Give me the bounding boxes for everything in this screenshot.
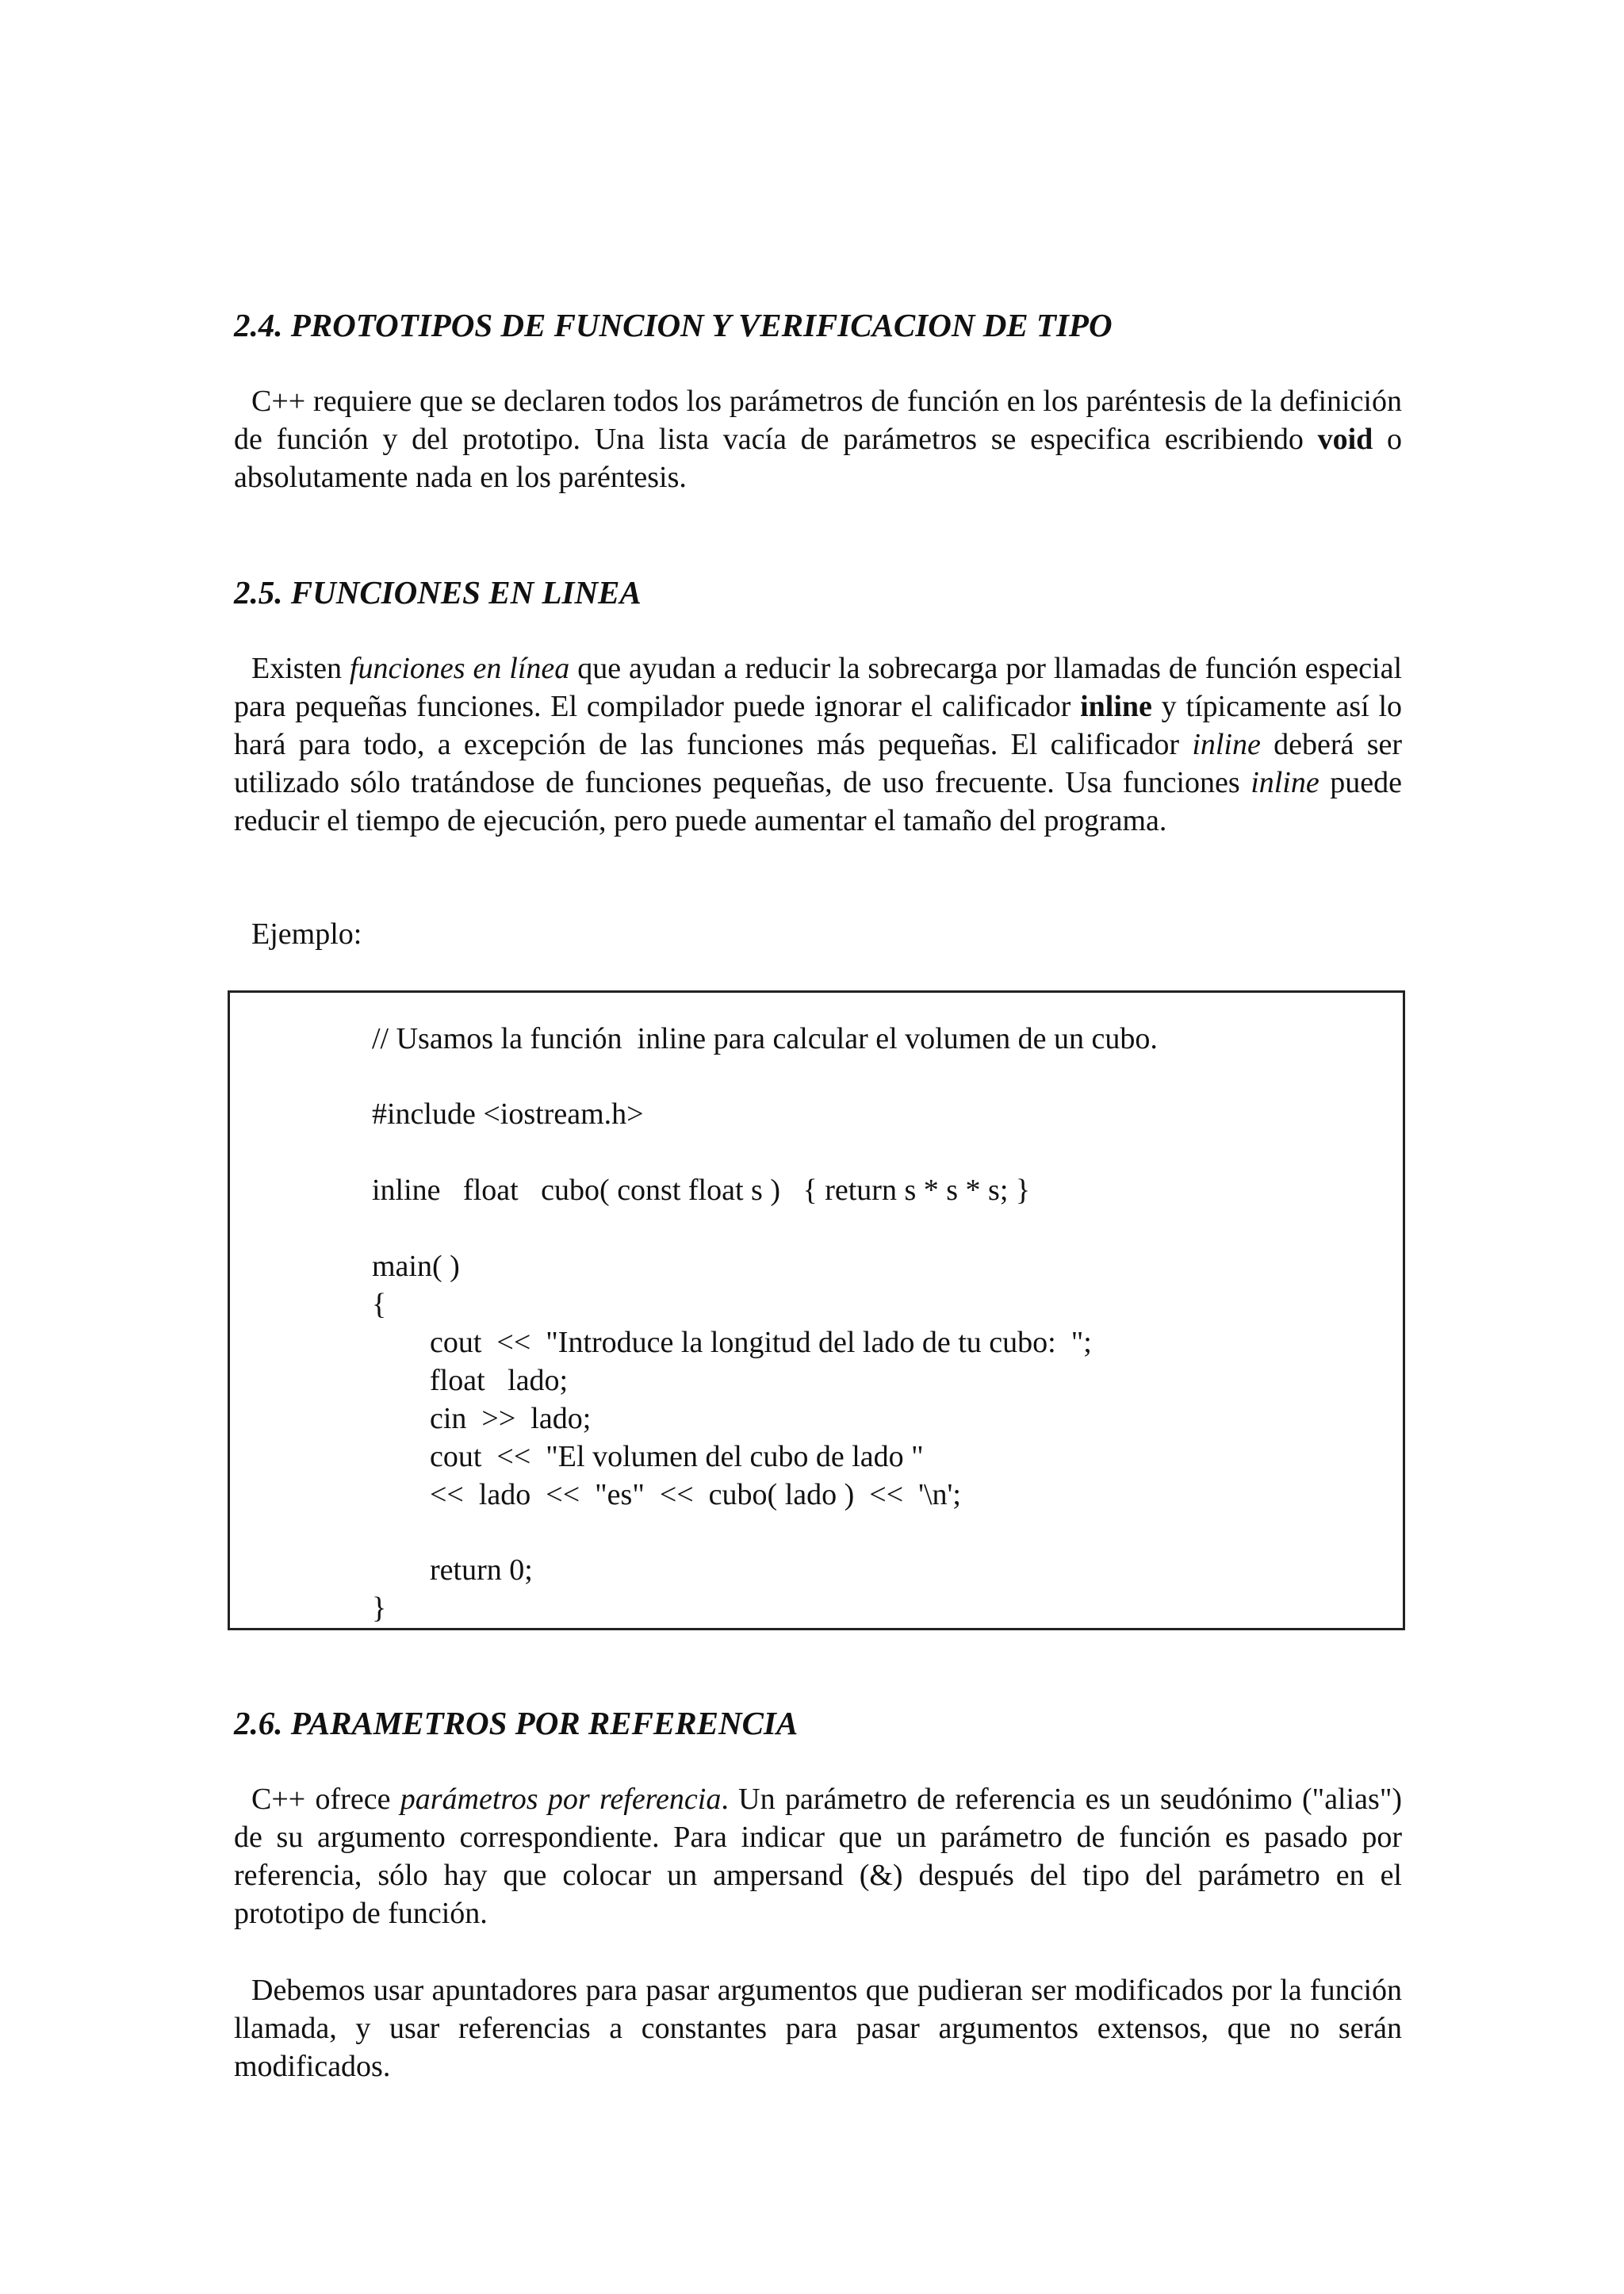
paragraph-2-5 xyxy=(234,649,1402,840)
code-line-include: #include <iostream.h> xyxy=(372,1097,644,1131)
paragraph-2-5-italic-2: inline xyxy=(1192,728,1261,761)
code-line-cout-prompt: cout << "Introduce la longitud del lado de tu cubo: "; xyxy=(430,1326,1092,1359)
paragraph-2-5-italic-3: inline xyxy=(1251,766,1320,799)
paragraph-2-6-text-1: C++ ofrece xyxy=(251,1783,400,1816)
paragraph-2-5-text-3: y típicamente así lo hará para todo, a excepción de las funciones más pequeñas. El calificador xyxy=(234,690,1403,761)
paragraph-2-6-first xyxy=(234,1780,1402,1932)
heading-2-5: 2.5. FUNCIONES EN LINEA xyxy=(234,574,642,611)
paragraph-2-4 xyxy=(234,382,1402,496)
paragraph-2-6-text-3: Debemos usar apuntadores para pasar argumentos que pudieran ser modificados por la función llamada, y usar referencias a constantes para pasar argumentos extensos, que no serán modificados. xyxy=(234,1974,1402,2083)
paragraph-2-6-second xyxy=(234,1971,1402,2085)
paragraph-2-5-text-1: Existen xyxy=(251,652,350,685)
code-line-main: main( ) xyxy=(372,1250,460,1283)
paragraph-2-6-italic: parámetros por referencia xyxy=(400,1783,722,1816)
void-keyword: void xyxy=(1317,423,1373,456)
code-line-output-chain: << lado << "es" << cubo( lado ) << '\n'; xyxy=(430,1478,961,1511)
code-line-open-brace: { xyxy=(372,1288,387,1321)
code-line-cout-result: cout << "El volumen del cubo de lado " xyxy=(430,1440,924,1473)
heading-2-6: 2.6. PARAMETROS POR REFERENCIA xyxy=(234,1705,799,1741)
paragraph-2-5-text-5: puede reducir el tiempo de ejecución, pero puede aumentar el tamaño del programa. xyxy=(234,766,1403,837)
inline-keyword: inline xyxy=(1080,690,1152,723)
code-line-inline-function: inline float cubo( const float s ) { return s * s * s; } xyxy=(372,1174,1031,1207)
code-line-float-declaration: float lado; xyxy=(430,1364,569,1397)
code-line-return: return 0; xyxy=(430,1553,533,1587)
example-label: Ejemplo: xyxy=(251,917,362,951)
code-example-box xyxy=(228,990,1405,1630)
code-line-cin: cin >> lado; xyxy=(430,1402,592,1435)
paragraph-2-5-text-2: que ayudan a reducir la sobrecarga por llamadas de función especial para pequeñas funciones. El compilador puede ignorar el calificador xyxy=(234,652,1403,723)
paragraph-2-4-text-2: o absolutamente nada en los paréntesis. xyxy=(234,423,1402,494)
paragraph-2-6-text-2: . Un parámetro de referencia es un seudónimo ("alias") de su argumento correspondiente. Para indicar que un parámetro de función es pasado por referencia, sólo hay que colocar un ampersand (&) después del tipo del parámetro en el prototipo de función. xyxy=(234,1783,1402,1930)
heading-2-4: 2.4. PROTOTIPOS DE FUNCION Y VERIFICACION DE TIPO xyxy=(234,307,1113,343)
paragraph-2-5-italic-1: funciones en línea xyxy=(349,652,570,685)
paragraph-2-5-text-4: deberá ser utilizado sólo tratándose de funciones pequeñas, de uso frecuente. Usa funciones xyxy=(234,728,1402,799)
code-line-close-brace: } xyxy=(372,1591,387,1625)
paragraph-2-4-text-1: C++ requiere que se declaren todos los parámetros de función en los paréntesis de la definición de función y del prototipo. Una lista vacía de parámetros se especifica escribiendo xyxy=(234,385,1402,456)
code-line-comment: // Usamos la función inline para calcular el volumen de un cubo. xyxy=(372,1022,1158,1055)
